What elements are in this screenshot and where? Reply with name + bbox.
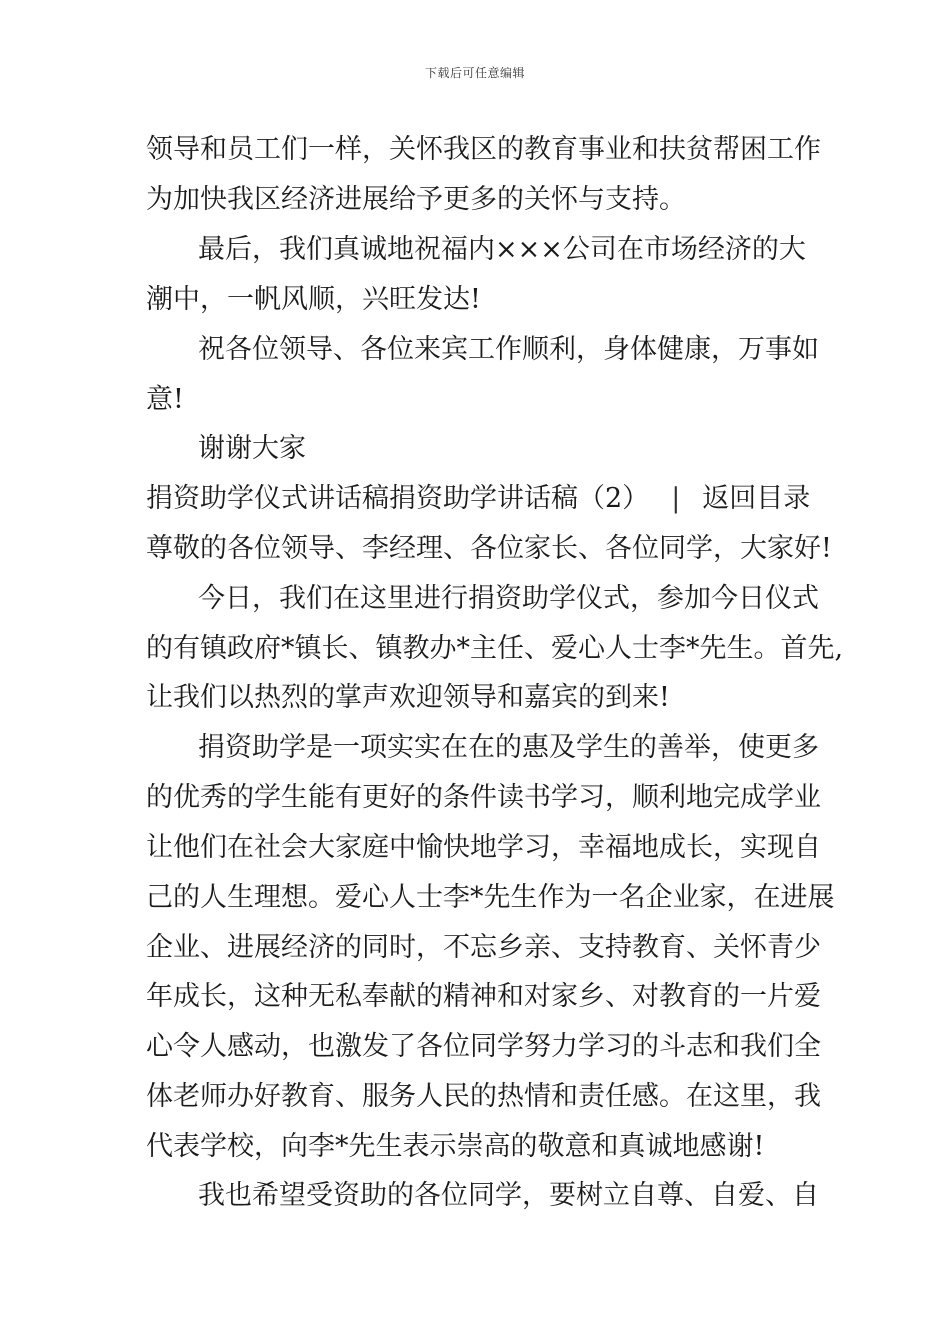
speech-line: 尊敬的各位领导、李经理、各位家长、各位同学，大家好! — [146, 533, 832, 564]
speech-line: 让他们在社会大家庭中愉快地学习，幸福地成长，实现自 — [146, 832, 821, 863]
section-title: 捐资助学仪式讲话稿捐资助学讲话稿（2） — [146, 483, 650, 514]
speech-line: 捐资助学是一项实实在在的惠及学生的善举，使更多 — [198, 732, 819, 763]
speech-line: 代表学校，向李*先生表示崇高的敬意和真诚地感谢! — [146, 1131, 765, 1162]
speech-line: 企业、进展经济的同时，不忘乡亲、支持教育、关怀青少 — [146, 932, 821, 963]
speech-line: 我也希望受资助的各位同学，要树立自尊、自爱、自 — [198, 1180, 819, 1211]
heading-separator: | — [671, 483, 681, 514]
paragraph-line: 谢谢大家 — [198, 433, 306, 464]
paragraph-line: 最后，我们真诚地祝福内×××公司在市场经济的大 — [198, 234, 806, 265]
speech-line: 今日，我们在这里进行捐资助学仪式，参加今日仪式 — [198, 583, 819, 614]
paragraph-line: 祝各位领导、各位来宾工作顺利，身体健康，万事如 — [198, 334, 819, 365]
paragraph-line: 为加快我区经济进展给予更多的关怀与支持。 — [146, 184, 686, 215]
paragraph-line: 潮中，一帆风顺，兴旺发达! — [146, 284, 481, 315]
page-header: 下载后可任意编辑 — [424, 66, 525, 80]
paragraph-line: 领导和员工们一样，关怀我区的教育事业和扶贫帮困工作 — [146, 134, 821, 165]
speech-line: 心令人感动，也激发了各位同学努力学习的斗志和我们全 — [146, 1031, 821, 1062]
speech-line: 己的人生理想。爱心人士李*先生作为一名企业家，在进展 — [146, 882, 835, 913]
speech-line: 年成长，这种无私奉献的精神和对家乡、对教育的一片爱 — [146, 981, 821, 1012]
paragraph-line: 意! — [146, 384, 184, 415]
section-heading — [146, 483, 826, 515]
back-to-contents-link[interactable]: 返回目录 — [702, 483, 811, 514]
speech-line: 的优秀的学生能有更好的条件读书学习，顺利地完成学业 — [146, 782, 821, 813]
speech-line: 的有镇政府*镇长、镇教办*主任、爱心人士李*先生。首先, — [146, 633, 844, 664]
speech-line: 体老师办好教育、服务人民的热情和责任感。在这里，我 — [146, 1081, 821, 1112]
speech-line: 让我们以热烈的掌声欢迎领导和嘉宾的到来! — [146, 682, 670, 713]
